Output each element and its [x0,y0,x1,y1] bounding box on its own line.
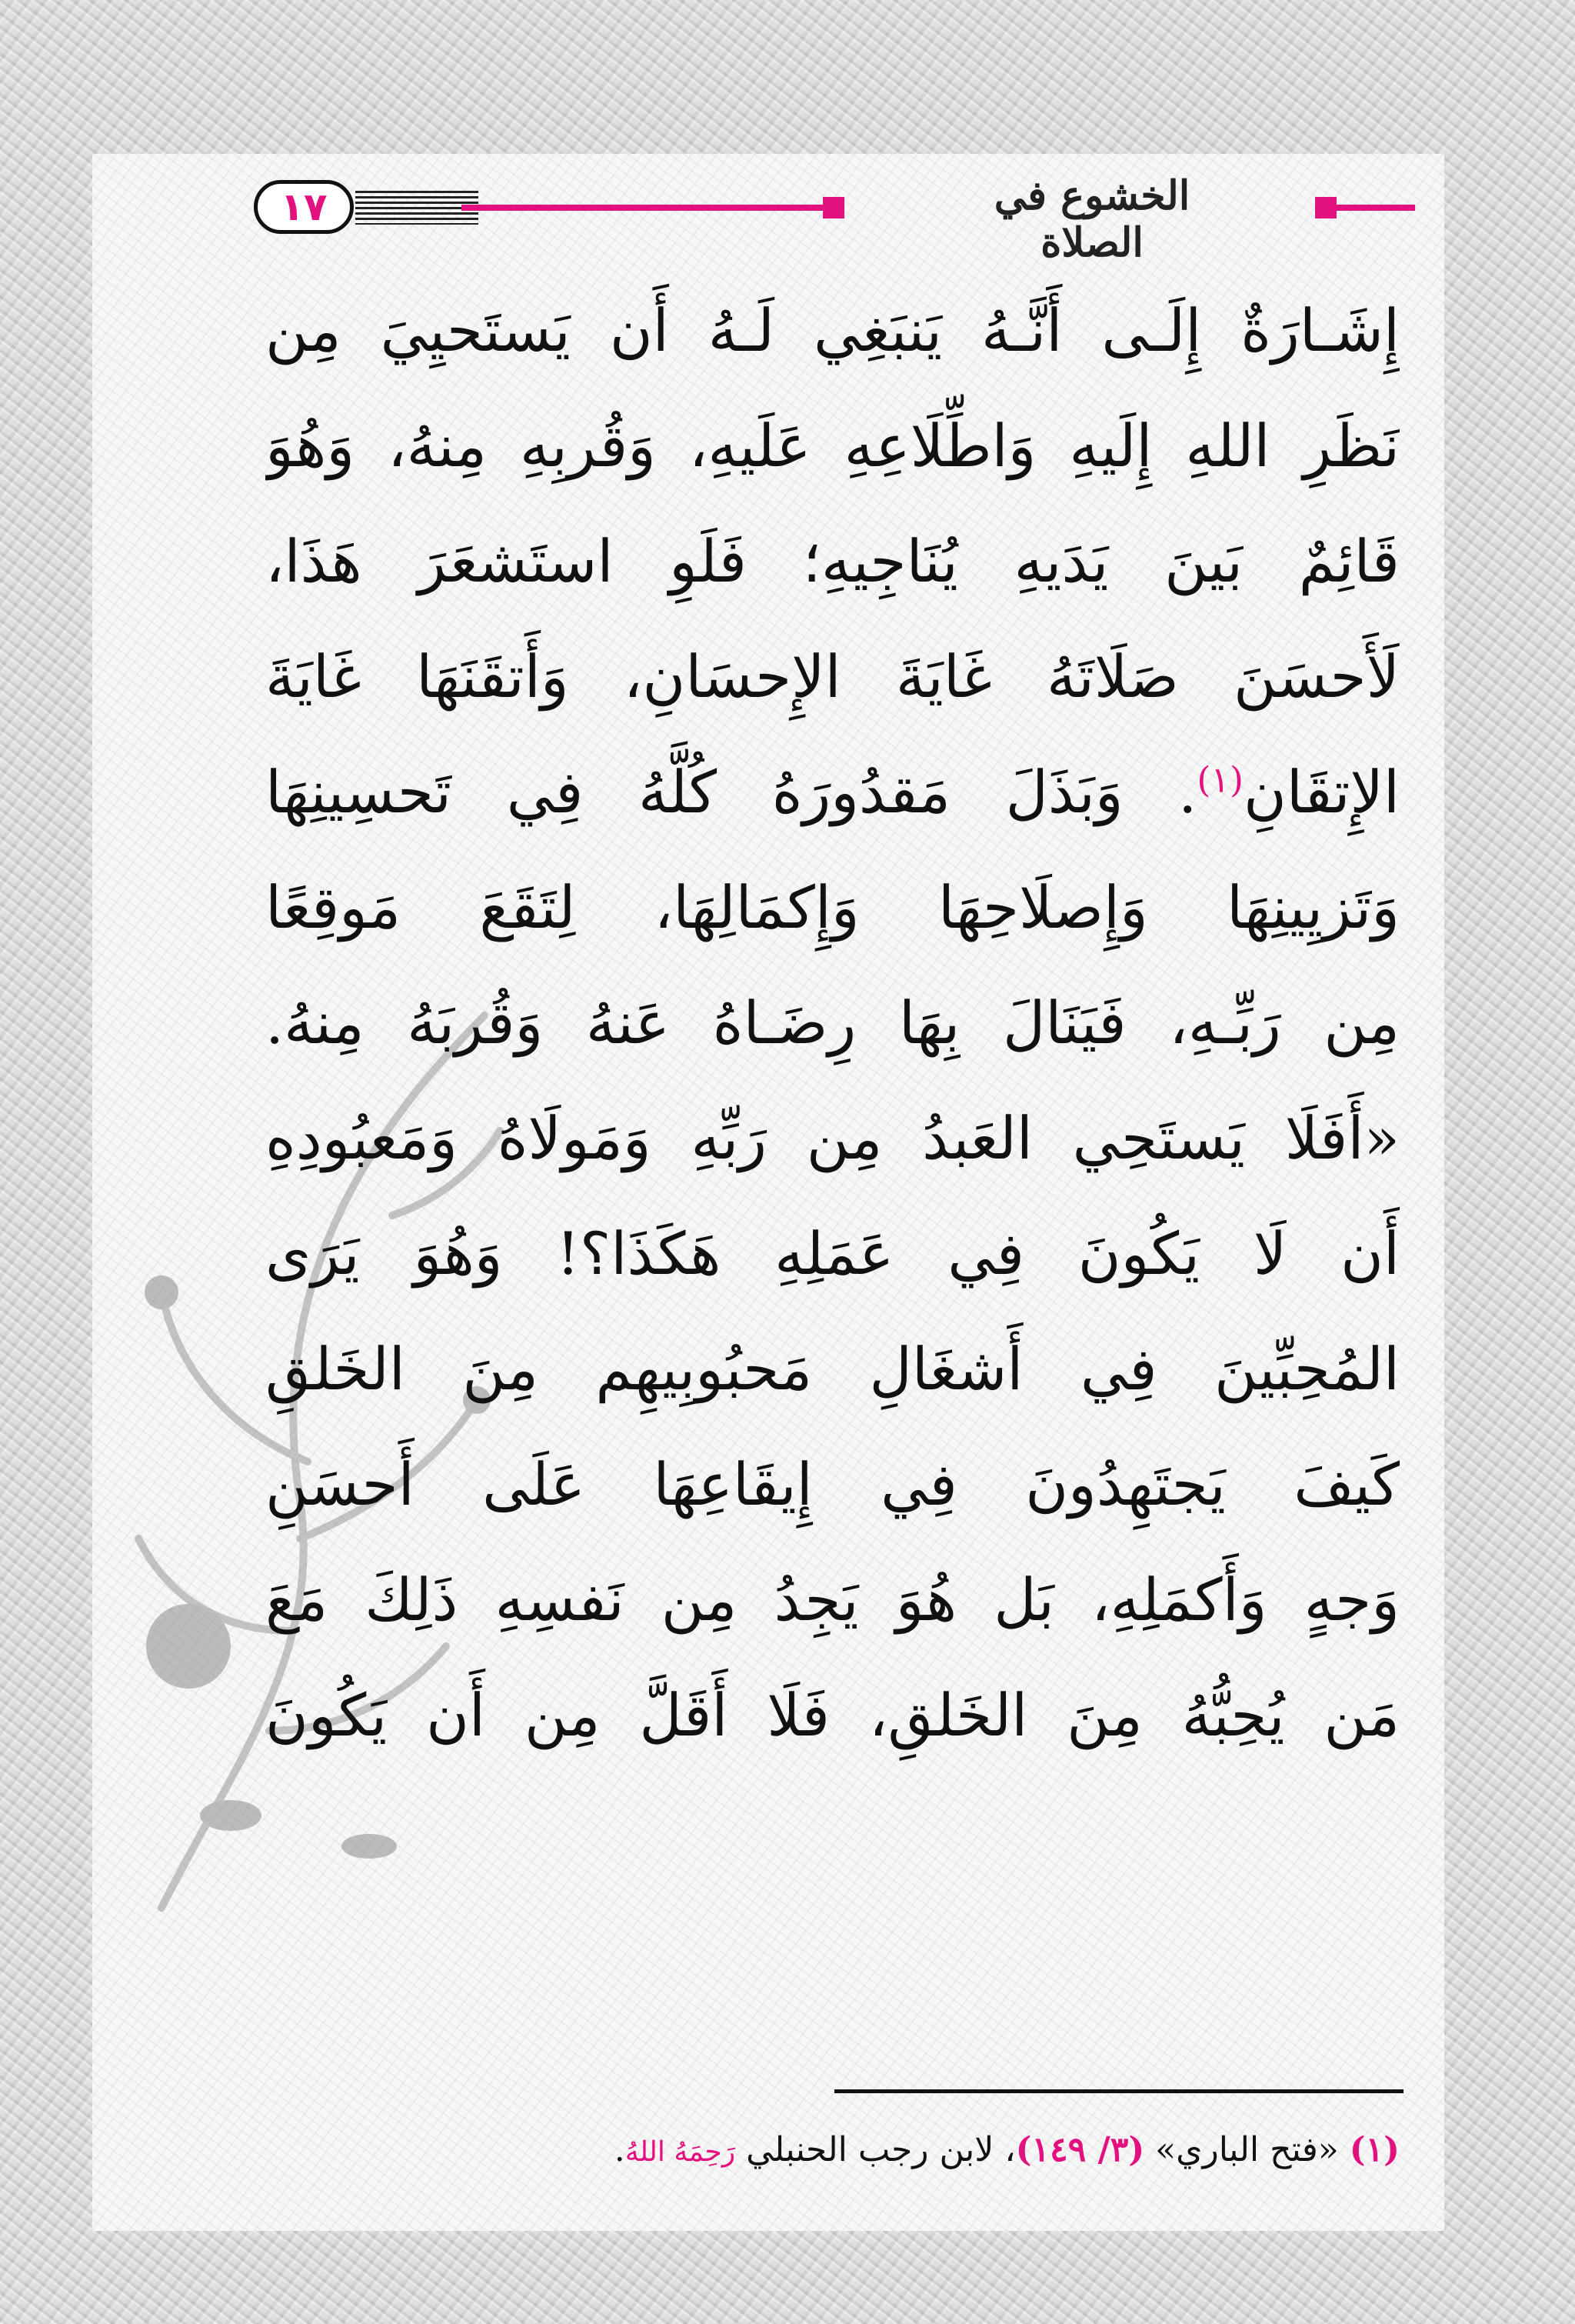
footnote-number: (١) [1349,2130,1400,2169]
text-line-with-footnote-ref [265,735,1400,850]
body-text [265,273,1400,1773]
text-segment: . وَبَذَلَ مَقدُورَهُ كُلَّهُ فِي تَحسِينِهَا [265,758,1197,826]
page-header [254,172,1415,266]
text-line: نَظَرِ اللهِ إِلَيهِ وَاطِّلَاعِهِ عَلَيهِ، وَقُربِهِ مِنهُ، وَهُوَ [265,412,1400,480]
page-number: ١٧ [254,180,354,234]
text-line: وَتَزيِينِهَا وَإِصلَاحِهَا وَإِكمَالِهَا، لِتَقَعَ مَوقِعًا [265,873,1400,942]
text-line: لَأَحسَنَ صَلَاتَهُ غَايَةَ الإِحسَانِ، وَأَتقَنَهَا غَايَةَ [265,642,1400,711]
header-pink-bar-right [1335,205,1415,211]
footnote-source: «فتح الباري» [1155,2130,1339,2169]
text-line: المُحِبِّينَ فِي أَشغَالِ مَحبُوبِيهِم مِنَ الخَلقِ [265,1335,1400,1403]
header-pink-bar-left [461,205,823,211]
footnote-separator [834,2089,1404,2093]
footnote-reference: (١) [1197,759,1244,801]
text-line: كَيفَ يَجتَهِدُونَ فِي إِيقَاعِهَا عَلَى أَحسَنِ [265,1450,1400,1519]
text-line: أَن لَا يَكُونَ فِي عَمَلِهِ هَكَذَا؟! وَهُوَ يَرَى [265,1219,1400,1288]
text-line: مَن يُحِبُّهُ مِنَ الخَلقِ، فَلَا أَقَلَّ مِن أَن يَكُونَ [265,1681,1400,1749]
header-stripes [355,191,478,225]
footnote-honorific: رَحِمَهُ اللهُ [624,2136,736,2168]
footnote-volume: (٣/ ١٤٩) [1015,2130,1145,2169]
book-title: الخشوع في الصلاة [994,172,1190,266]
text-line: إِشَـارَةٌ إِلَـى أَنَّـهُ يَنبَغِي لَـهُ أَن يَستَحيِيَ مِن [265,296,1400,365]
footnote-author: ، لابن رجب الحنبلي [746,2130,1016,2169]
header-pink-square-left [823,197,844,218]
footnote-end: . [614,2130,625,2169]
text-line: قَائِمٌ بَينَ يَدَيهِ يُنَاجِيهِ؛ فَلَوِ استَشعَرَ هَذَا، [265,527,1400,595]
text-segment: الإِتقَانِ [1243,758,1400,826]
header-pink-square-right [1315,197,1337,218]
text-line: «أَفَلَا يَستَحِي العَبدُ مِن رَبِّهِ وَمَولَاهُ وَمَعبُودِهِ [265,1104,1400,1172]
text-line: وَجهٍ وَأَكمَلِهِ، بَل هُوَ يَجِدُ مِن نَفسِهِ ذَلِكَ مَعَ [265,1565,1400,1634]
footnote [265,2119,1400,2183]
text-line: مِن رَبِّـهِ، فَيَنَالَ بِهَا رِضَـاهُ عَنهُ وَقُربَهُ مِنهُ. [265,989,1400,1057]
